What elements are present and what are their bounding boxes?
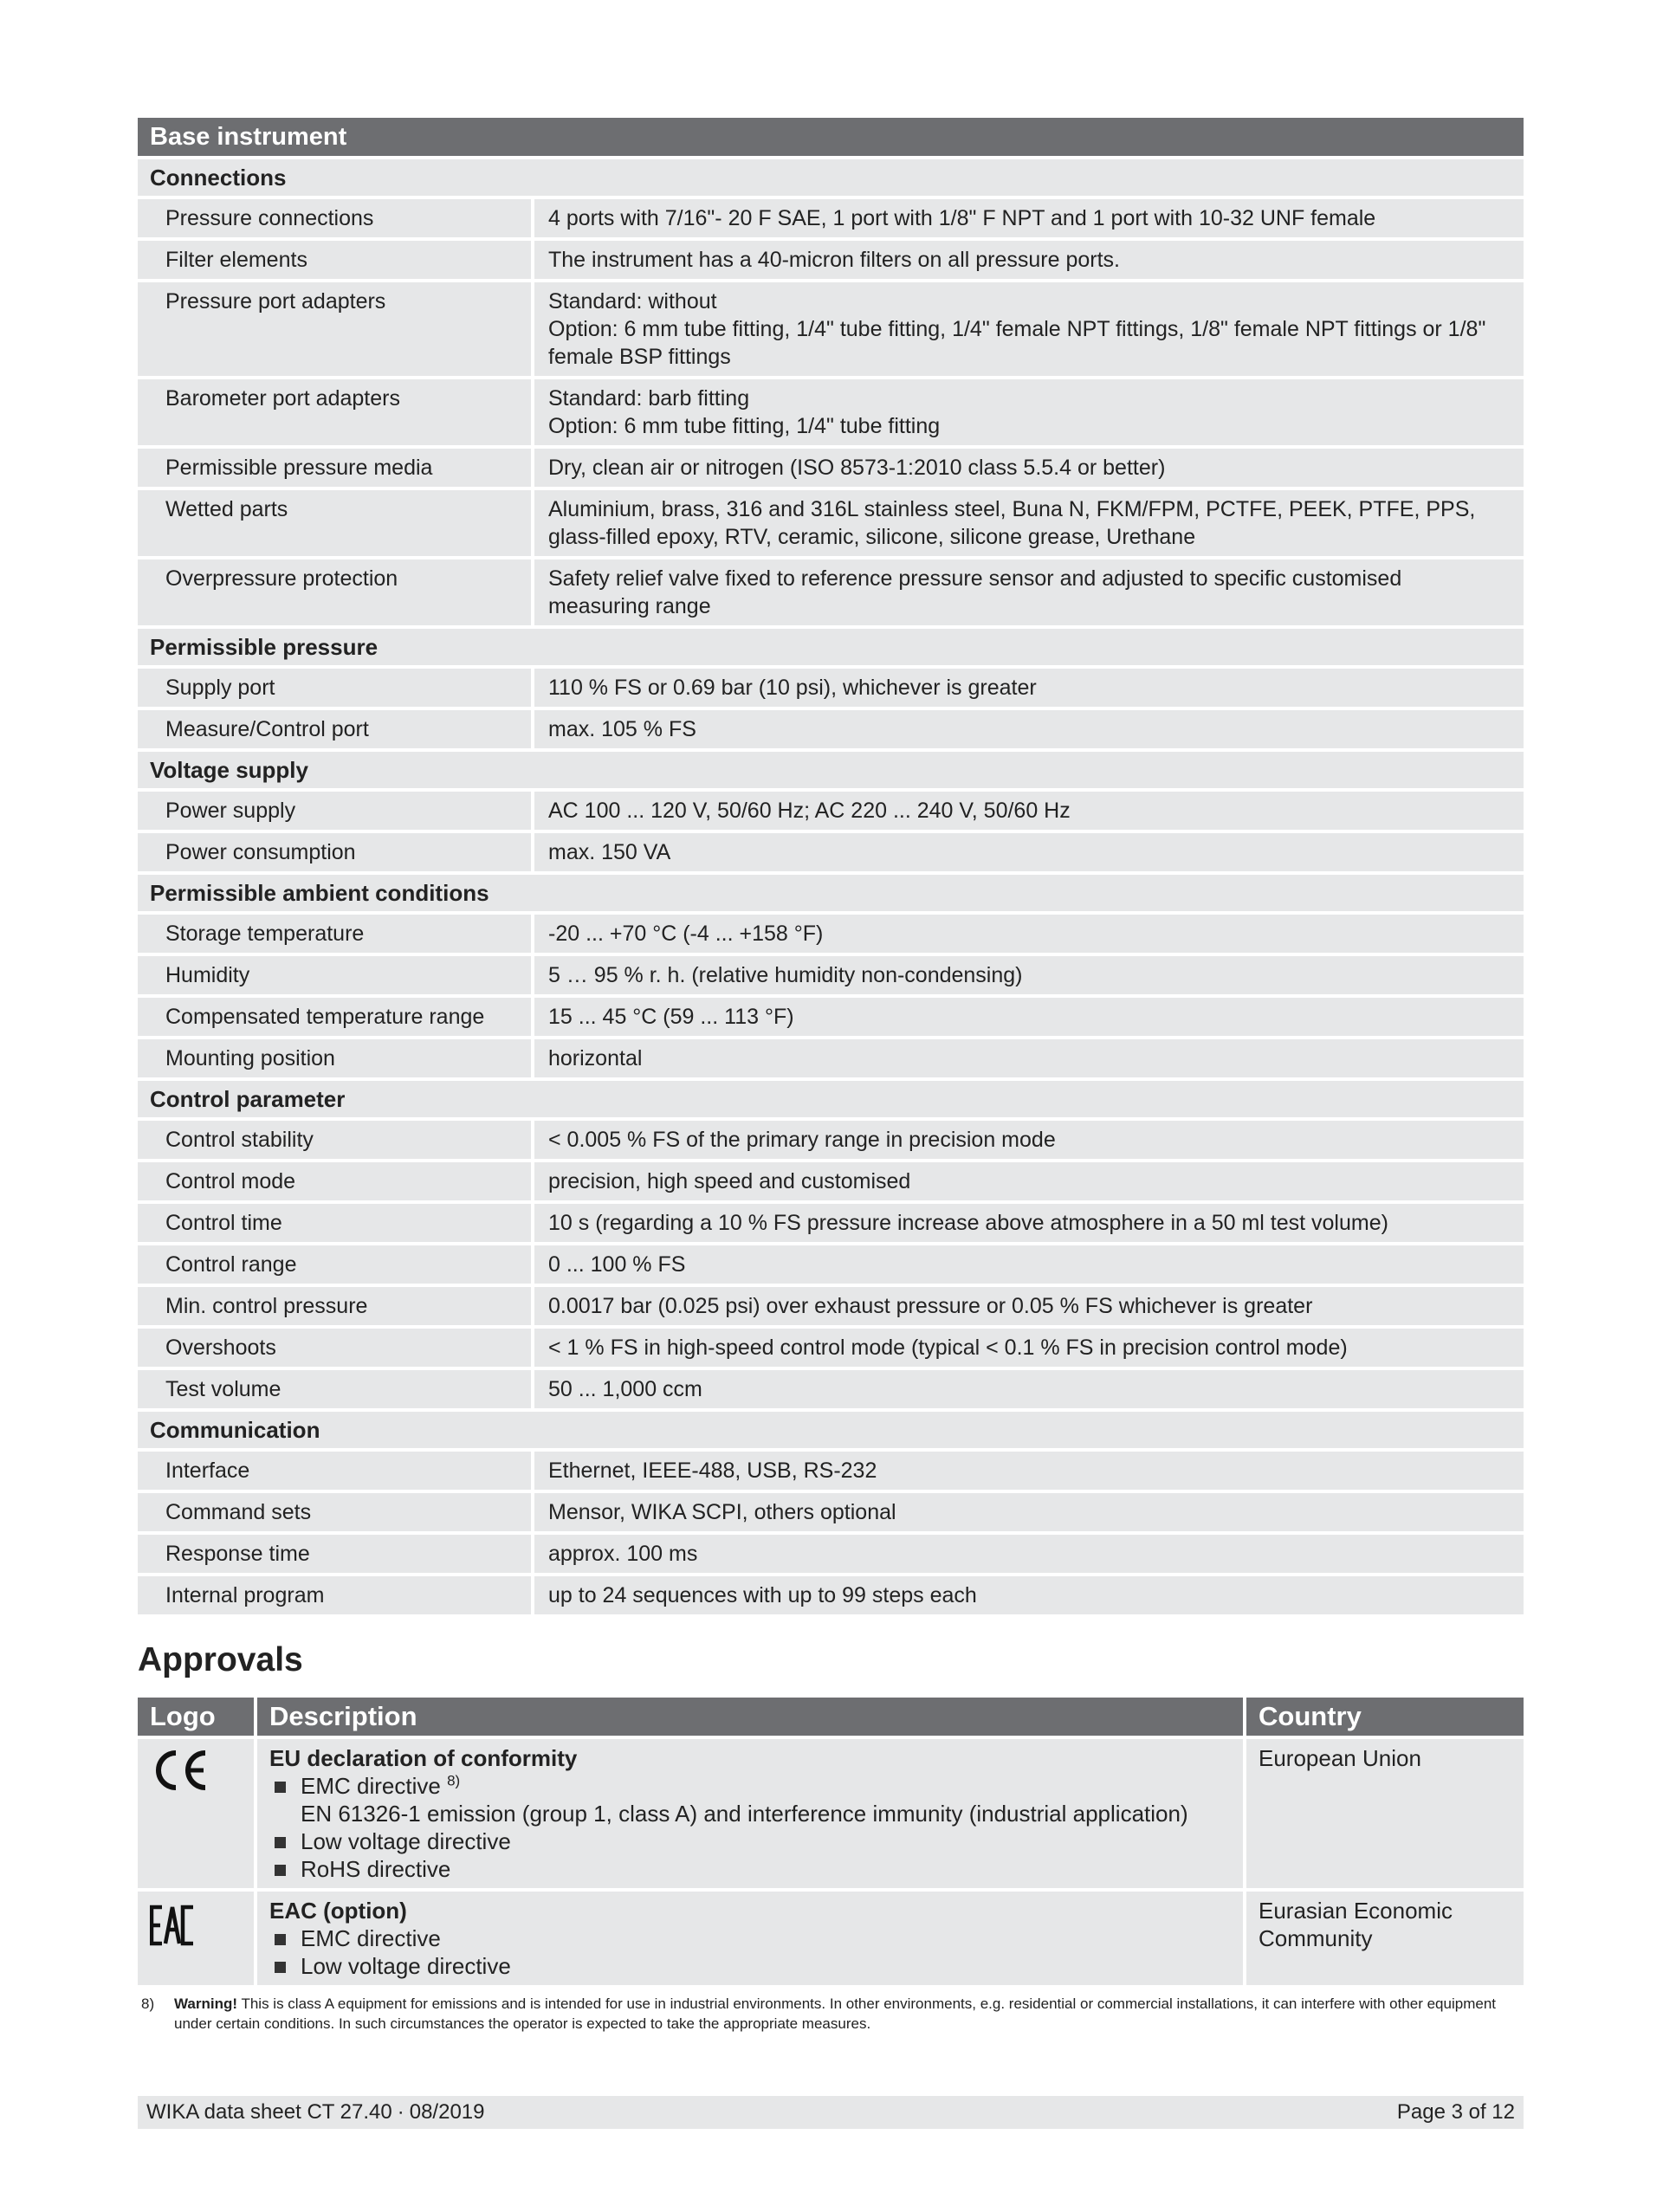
spec-label: Command sets — [138, 1493, 531, 1531]
spec-value — [534, 241, 1524, 279]
spec-row — [138, 1370, 1524, 1408]
spec-row — [138, 710, 1524, 748]
spec-row — [138, 1329, 1524, 1367]
spec-value-line: 5 … 95 % r. h. (relative humidity non-condensing) — [548, 963, 1023, 987]
section-title: Permissible pressure — [150, 633, 379, 660]
spec-label: Permissible pressure media — [138, 449, 531, 487]
spec-value — [534, 1329, 1524, 1367]
spec-value — [534, 915, 1524, 953]
spec-value — [534, 1287, 1524, 1325]
spec-value-line: The instrument has a 40-micron filters on all pressure ports. — [548, 248, 1120, 272]
spec-value — [534, 998, 1524, 1036]
spec-value-line: Ethernet, IEEE-488, USB, RS-232 — [548, 1458, 877, 1483]
spec-value-line: up to 24 sequences with up to 99 steps each — [548, 1583, 977, 1607]
section-heading — [138, 1081, 1524, 1117]
spec-value-line: measuring range — [548, 594, 711, 618]
spec-value-line: max. 105 % FS — [548, 717, 696, 741]
spec-value — [534, 1162, 1524, 1200]
footer-document-id: WIKA data sheet CT 27.40 ∙ 08/2019 — [146, 2100, 485, 2124]
spec-label: Power consumption — [138, 833, 531, 871]
spec-label: Power supply — [138, 792, 531, 830]
spec-value-line: 50 ... 1,000 ccm — [548, 1377, 702, 1401]
spec-label: Pressure port adapters — [138, 282, 531, 376]
ce-item-emc-detail: EN 61326-1 emission (group 1, class A) and interference immunity (industrial application) — [301, 1801, 1188, 1827]
spec-row — [138, 282, 1524, 376]
page-footer — [138, 2096, 1524, 2129]
spec-label: Overpressure protection — [138, 559, 531, 625]
ce-item-emc — [269, 1772, 1231, 1800]
spec-label: Pressure connections — [138, 199, 531, 237]
footnote-text: This is class A equipment for emissions and is intended for use in industrial environments. In other environments, e.g. residential or commercial installations, it can interfere with other equipment under certain conditions. In such circumstances the operator is expected to take the appropriate measures. — [174, 1995, 1496, 2032]
spec-row — [138, 1245, 1524, 1284]
spec-value-line: Standard: without — [548, 289, 717, 314]
ce-country-cell: European Union — [1246, 1739, 1524, 1888]
eac-item-low-voltage: Low voltage directive — [269, 1952, 1231, 1980]
spec-label: Barometer port adapters — [138, 379, 531, 445]
spec-value-line: precision, high speed and customised — [548, 1169, 911, 1193]
spec-value — [534, 710, 1524, 748]
spec-value — [534, 1121, 1524, 1159]
spec-value-line: Safety relief valve fixed to reference pressure sensor and adjusted to specific customised — [548, 566, 1402, 591]
country-column-header: Country — [1246, 1698, 1524, 1736]
spec-value — [534, 490, 1524, 556]
spec-value — [534, 379, 1524, 445]
description-column-header: Description — [257, 1698, 1243, 1736]
spec-value-line: Mensor, WIKA SCPI, others optional — [548, 1500, 896, 1524]
footnote — [141, 1994, 1518, 2034]
spec-value — [534, 956, 1524, 994]
spec-row — [138, 241, 1524, 279]
spec-value — [534, 1039, 1524, 1077]
spec-value — [534, 1204, 1524, 1242]
spec-label: Filter elements — [138, 241, 531, 279]
spec-value — [534, 559, 1524, 625]
section-title: Voltage supply — [150, 756, 308, 783]
spec-value-line: glass-filled epoxy, RTV, ceramic, silicone, silicone grease, Urethane — [548, 525, 1196, 549]
spec-value — [534, 199, 1524, 237]
spec-row — [138, 490, 1524, 556]
spec-label: Test volume — [138, 1370, 531, 1408]
spec-value-line: 4 ports with 7/16"- 20 F SAE, 1 port with 1/8" F NPT and 1 port with 10-32 UNF female — [548, 206, 1376, 230]
spec-row — [138, 379, 1524, 445]
spec-value-line: Aluminium, brass, 316 and 316L stainless steel, Buna N, FKM/FPM, PCTFE, PEEK, PTFE, PPS, — [548, 497, 1476, 521]
spec-value-line: horizontal — [548, 1046, 643, 1070]
spec-row — [138, 559, 1524, 625]
section-title: Connections — [150, 164, 287, 191]
spec-row — [138, 1039, 1524, 1077]
spec-value-line: 0 ... 100 % FS — [548, 1252, 686, 1277]
spec-label: Mounting position — [138, 1039, 531, 1077]
spec-value — [534, 1452, 1524, 1490]
spec-value-line: 110 % FS or 0.69 bar (10 psi), whichever is greater — [548, 676, 1037, 700]
spec-row — [138, 199, 1524, 237]
footnote-reference: 8) — [447, 1772, 461, 1789]
spec-value — [534, 1535, 1524, 1573]
approval-row-eac — [138, 1892, 1524, 1985]
section-heading — [138, 752, 1524, 788]
section-heading — [138, 1412, 1524, 1448]
spec-row — [138, 1287, 1524, 1325]
approvals-title: Approvals — [138, 1641, 303, 1678]
ce-mark-icon — [150, 1748, 210, 1793]
spec-row — [138, 449, 1524, 487]
spec-value-line: approx. 100 ms — [548, 1542, 698, 1566]
spec-value — [534, 792, 1524, 830]
spec-value-line: Option: 6 mm tube fitting, 1/4" tube fitting, 1/4" female NPT fittings, 1/8" female NPT fittings or 1/8" — [548, 317, 1486, 341]
approval-row-ce — [138, 1739, 1524, 1888]
spec-value-line: max. 150 VA — [548, 840, 671, 864]
eac-item-emc: EMC directive — [269, 1924, 1231, 1952]
logo-column-header: Logo — [138, 1698, 254, 1736]
spec-value-line: 15 ... 45 °C (59 ... 113 °F) — [548, 1005, 794, 1029]
spec-label: Measure/Control port — [138, 710, 531, 748]
spec-label: Min. control pressure — [138, 1287, 531, 1325]
spec-value — [534, 669, 1524, 707]
spec-row — [138, 833, 1524, 871]
spec-row — [138, 1162, 1524, 1200]
spec-row — [138, 1452, 1524, 1490]
ce-logo-cell — [138, 1739, 254, 1888]
spec-table — [138, 118, 1524, 1618]
spec-value — [534, 449, 1524, 487]
footnote-warning-label: Warning! — [174, 1995, 238, 2012]
spec-label: Internal program — [138, 1576, 531, 1614]
spec-row — [138, 792, 1524, 830]
spec-label: Interface — [138, 1452, 531, 1490]
spec-label: Control mode — [138, 1162, 531, 1200]
spec-row — [138, 669, 1524, 707]
section-heading — [138, 629, 1524, 665]
spec-label: Wetted parts — [138, 490, 531, 556]
spec-label: Response time — [138, 1535, 531, 1573]
eac-logo-cell — [138, 1892, 254, 1985]
section-title: Permissible ambient conditions — [150, 879, 489, 906]
spec-table-header — [138, 118, 1524, 156]
approvals-header-row — [138, 1698, 1524, 1736]
footnote-body — [174, 1994, 1518, 2034]
spec-label: Supply port — [138, 669, 531, 707]
eac-description-cell — [257, 1892, 1243, 1985]
ce-item-rohs: RoHS directive — [269, 1855, 1231, 1883]
section-title: Control parameter — [150, 1085, 346, 1112]
spec-row — [138, 1204, 1524, 1242]
section-heading — [138, 875, 1524, 911]
spec-value — [534, 282, 1524, 376]
spec-value-line: 10 s (regarding a 10 % FS pressure increase above atmosphere in a 50 ml test volume) — [548, 1211, 1388, 1235]
spec-value-line: Option: 6 mm tube fitting, 1/4" tube fitting — [548, 414, 941, 438]
spec-row — [138, 1535, 1524, 1573]
eac-mark-icon — [150, 1904, 195, 1947]
spec-row — [138, 915, 1524, 953]
spec-value-line: -20 ... +70 °C (-4 ... +158 °F) — [548, 922, 824, 946]
footer-page-number: Page 3 of 12 — [1396, 2100, 1515, 2124]
spec-value-line: 0.0017 bar (0.025 psi) over exhaust pressure or 0.05 % FS whichever is greater — [548, 1294, 1313, 1318]
spec-label: Control range — [138, 1245, 531, 1284]
spec-row — [138, 998, 1524, 1036]
spec-value-line: female BSP fittings — [548, 345, 731, 369]
ce-item-low-voltage: Low voltage directive — [269, 1827, 1231, 1855]
spec-sections — [138, 159, 1524, 1614]
spec-label: Control stability — [138, 1121, 531, 1159]
spec-row — [138, 956, 1524, 994]
spec-value-line: < 0.005 % FS of the primary range in precision mode — [548, 1128, 1056, 1152]
spec-label: Storage temperature — [138, 915, 531, 953]
ce-item-emc-text: EMC directive — [301, 1773, 441, 1799]
spec-label: Humidity — [138, 956, 531, 994]
spec-value — [534, 1576, 1524, 1614]
spec-value — [534, 1370, 1524, 1408]
spec-value-line: Standard: barb fitting — [548, 386, 750, 411]
spec-label: Control time — [138, 1204, 531, 1242]
eac-country-cell: Eurasian Economic Community — [1246, 1892, 1524, 1985]
spec-value — [534, 833, 1524, 871]
spec-value-line: AC 100 ... 120 V, 50/60 Hz; AC 220 ... 240 V, 50/60 Hz — [548, 799, 1071, 823]
ce-description-cell — [257, 1739, 1243, 1888]
spec-value-line: < 1 % FS in high-speed control mode (typical < 0.1 % FS in precision control mode) — [548, 1336, 1348, 1360]
spec-row — [138, 1493, 1524, 1531]
spec-row — [138, 1576, 1524, 1614]
spec-table-title: Base instrument — [150, 122, 347, 151]
spec-value-line: Dry, clean air or nitrogen (ISO 8573-1:2010 class 5.5.4 or better) — [548, 456, 1166, 480]
approvals-table — [138, 1698, 1524, 1989]
ce-approval-title: EU declaration of conformity — [269, 1745, 578, 1771]
spec-value — [534, 1493, 1524, 1531]
section-title: Communication — [150, 1416, 320, 1443]
footnote-number: 8) — [141, 1995, 155, 2012]
spec-label: Overshoots — [138, 1329, 531, 1367]
eac-approval-title: EAC (option) — [269, 1898, 407, 1924]
spec-row — [138, 1121, 1524, 1159]
spec-value — [534, 1245, 1524, 1284]
spec-label: Compensated temperature range — [138, 998, 531, 1036]
section-heading — [138, 159, 1524, 196]
